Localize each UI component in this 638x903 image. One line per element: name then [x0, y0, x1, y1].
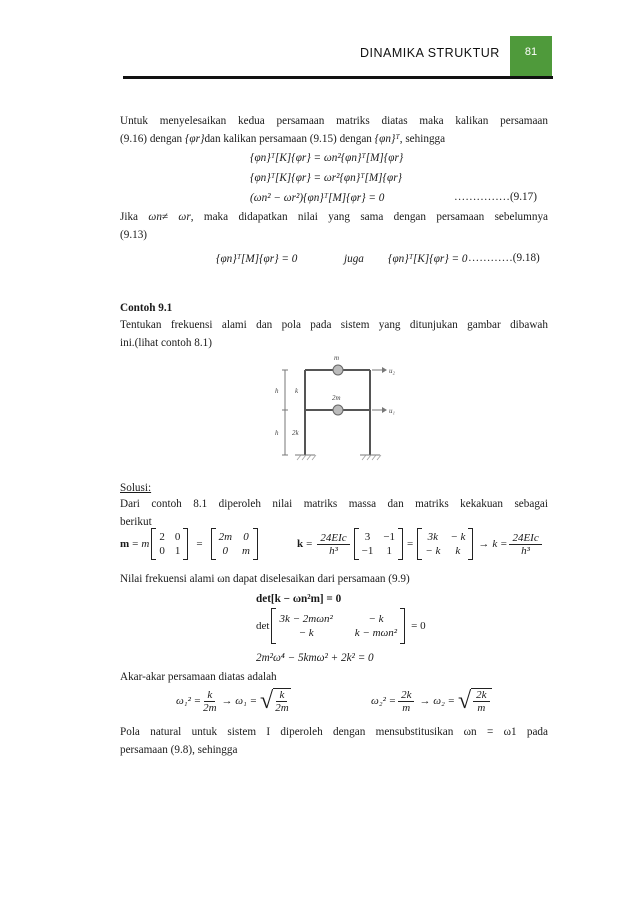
jika-condition: ωn≠ ωr — [148, 211, 191, 223]
example-heading: Contoh 9.1 — [120, 302, 173, 314]
mode-line-1: Pola natural untuk sistem I diperoleh dengan mensubstitusikan ωn = ω1 pada — [120, 726, 548, 738]
phi-n-transpose-symbol: {φn}ᵀ — [374, 133, 400, 145]
u1-arrow-head — [382, 407, 387, 413]
label-h-lower: h — [275, 429, 279, 437]
equation-918-right: {φn}ᵀ[K]{φr} = 0 — [388, 253, 468, 265]
label-k-lower: 2k — [292, 429, 299, 437]
stiffness-result-label: k = — [492, 538, 508, 550]
stiffness-result-factor: $\frac{\text{24EIc}}{\text{h³}}$ — [509, 532, 541, 557]
determinant-matrix: 3k − 2mωn² − k − k k − mωn² — [271, 608, 405, 644]
solution-line-1: Dari contoh 8.1 diperoleh nilai matriks massa dan matriks kekakuan sebagai — [120, 498, 548, 510]
two-story-frame-figure — [270, 348, 420, 468]
equation-917-line-1: {φn}ᵀ[K]{φr} = ωn²{φn}ᵀ[M]{φr} — [250, 152, 404, 164]
characteristic-polynomial: 2m²ω⁴ − 5kmω² + 2k² = 0 — [256, 652, 374, 664]
mass-matrix-equation: m = m 2 0 0 1 = 2m 0 0 m — [120, 527, 260, 561]
solution-line-2: berikut — [120, 516, 152, 528]
page-number: 81 — [524, 46, 538, 58]
mass-matrix-2: 2m 0 0 m — [211, 528, 258, 560]
label-k-upper: k — [295, 387, 299, 395]
header-rule — [123, 76, 553, 79]
mass-matrix-1: 2 0 0 1 — [151, 528, 188, 560]
bottom-mass-circle — [333, 405, 343, 415]
equation-918-left: {φn}ᵀ[M]{φr} = 0 — [216, 253, 298, 265]
mass-scalar: m — [141, 538, 150, 550]
omega2-equation: ω₂² = $\frac{2k}{m}$ → ω₂ = √ $\frac{2k}{m}$ — [371, 683, 492, 719]
stiffness-factor: $\frac{\text{24EIc}}{\text{h³}}$ — [317, 532, 349, 557]
example-paragraph — [120, 316, 548, 352]
equation-917-label: ……………(9.17) — [454, 191, 537, 203]
mode-line-2: persamaan (9.8), sehingga — [120, 744, 238, 756]
stiffness-matrix-equation: k = $\frac{\text{24EIc}}{\text{h³}}$ 3 −1 −1 1 = 3k − k − k k → k = $\frac{\text{24EIc}}{\text{h³}}$ — [297, 527, 544, 561]
intro-text-c: , sehingga — [399, 133, 446, 145]
u2-arrow-head — [382, 367, 387, 373]
determinant-equation-2 — [256, 606, 426, 646]
label-u2: u₂ — [389, 367, 395, 375]
roots-text: Akar-akar persamaan diatas adalah — [120, 671, 277, 683]
intro-line-1: Untuk menyelesaikan kedua persamaan matriks diatas maka kalikan persamaan — [120, 115, 548, 127]
equation-918-juga: juga — [344, 253, 364, 265]
equation-918-label: …………(9.18) — [468, 252, 540, 264]
solution-paragraph — [120, 495, 548, 531]
phi-r-symbol: {φr} — [184, 133, 205, 145]
natural-frequency-text: Nilai frekuensi alami ωn dapat diselesaikan dari persamaan (9.9) — [120, 573, 410, 585]
jika-line-2: (9.13) — [120, 229, 148, 241]
equation-917-line-3: (ωn² − ωr²){φn}ᵀ[M]{φr} = 0 — [250, 192, 385, 204]
stiffness-matrix-symbol: k — [297, 538, 304, 550]
label-u1: u₁ — [389, 407, 395, 415]
mode-shape-paragraph — [120, 723, 548, 759]
jika-text-b: , maka didapatkan nilai yang sama dengan persamaan sebelumnya — [190, 211, 549, 223]
det-label: det — [256, 620, 270, 632]
stiffness-matrix-2: 3k − k − k k — [417, 528, 473, 560]
intro-text-b: dan kalikan persamaan (9.15) dengan — [204, 133, 372, 145]
label-h-upper: h — [275, 387, 279, 395]
example-line-2: ini.(lihat contoh 8.1) — [120, 337, 212, 349]
jika-text-a: Jika — [120, 211, 139, 223]
jika-paragraph — [120, 208, 548, 244]
jika-line-1 — [120, 208, 548, 226]
intro-text-a: (9.16) dengan — [120, 133, 183, 145]
determinant-equation-1: det[k − ωn²m] = 0 — [256, 593, 342, 605]
label-top-mass: m — [334, 354, 340, 362]
omega1-equation: ω₁² = $\frac{k}{2m}$ → ω₁ = √ $\frac{k}{2m}$ — [176, 688, 289, 714]
intro-paragraph — [120, 112, 548, 148]
example-line-1: Tentukan frekuensi alami dan pola pada sistem yang ditunjukan gambar dibawah — [120, 319, 548, 331]
equation-917-line-2: {φn}ᵀ[K]{φr} = ωr²{φn}ᵀ[M]{φr} — [250, 172, 403, 184]
det-tail: = 0 — [411, 620, 426, 632]
mass-matrix-symbol: m — [120, 538, 130, 550]
solution-heading: Solusi: — [120, 482, 152, 494]
top-mass-circle — [333, 365, 343, 375]
intro-line-2 — [120, 130, 548, 148]
label-bottom-mass: 2m — [332, 394, 341, 402]
stiffness-matrix-1: 3 −1 −1 1 — [354, 528, 403, 560]
running-header-title: DINAMIKA STRUKTUR — [360, 46, 500, 60]
